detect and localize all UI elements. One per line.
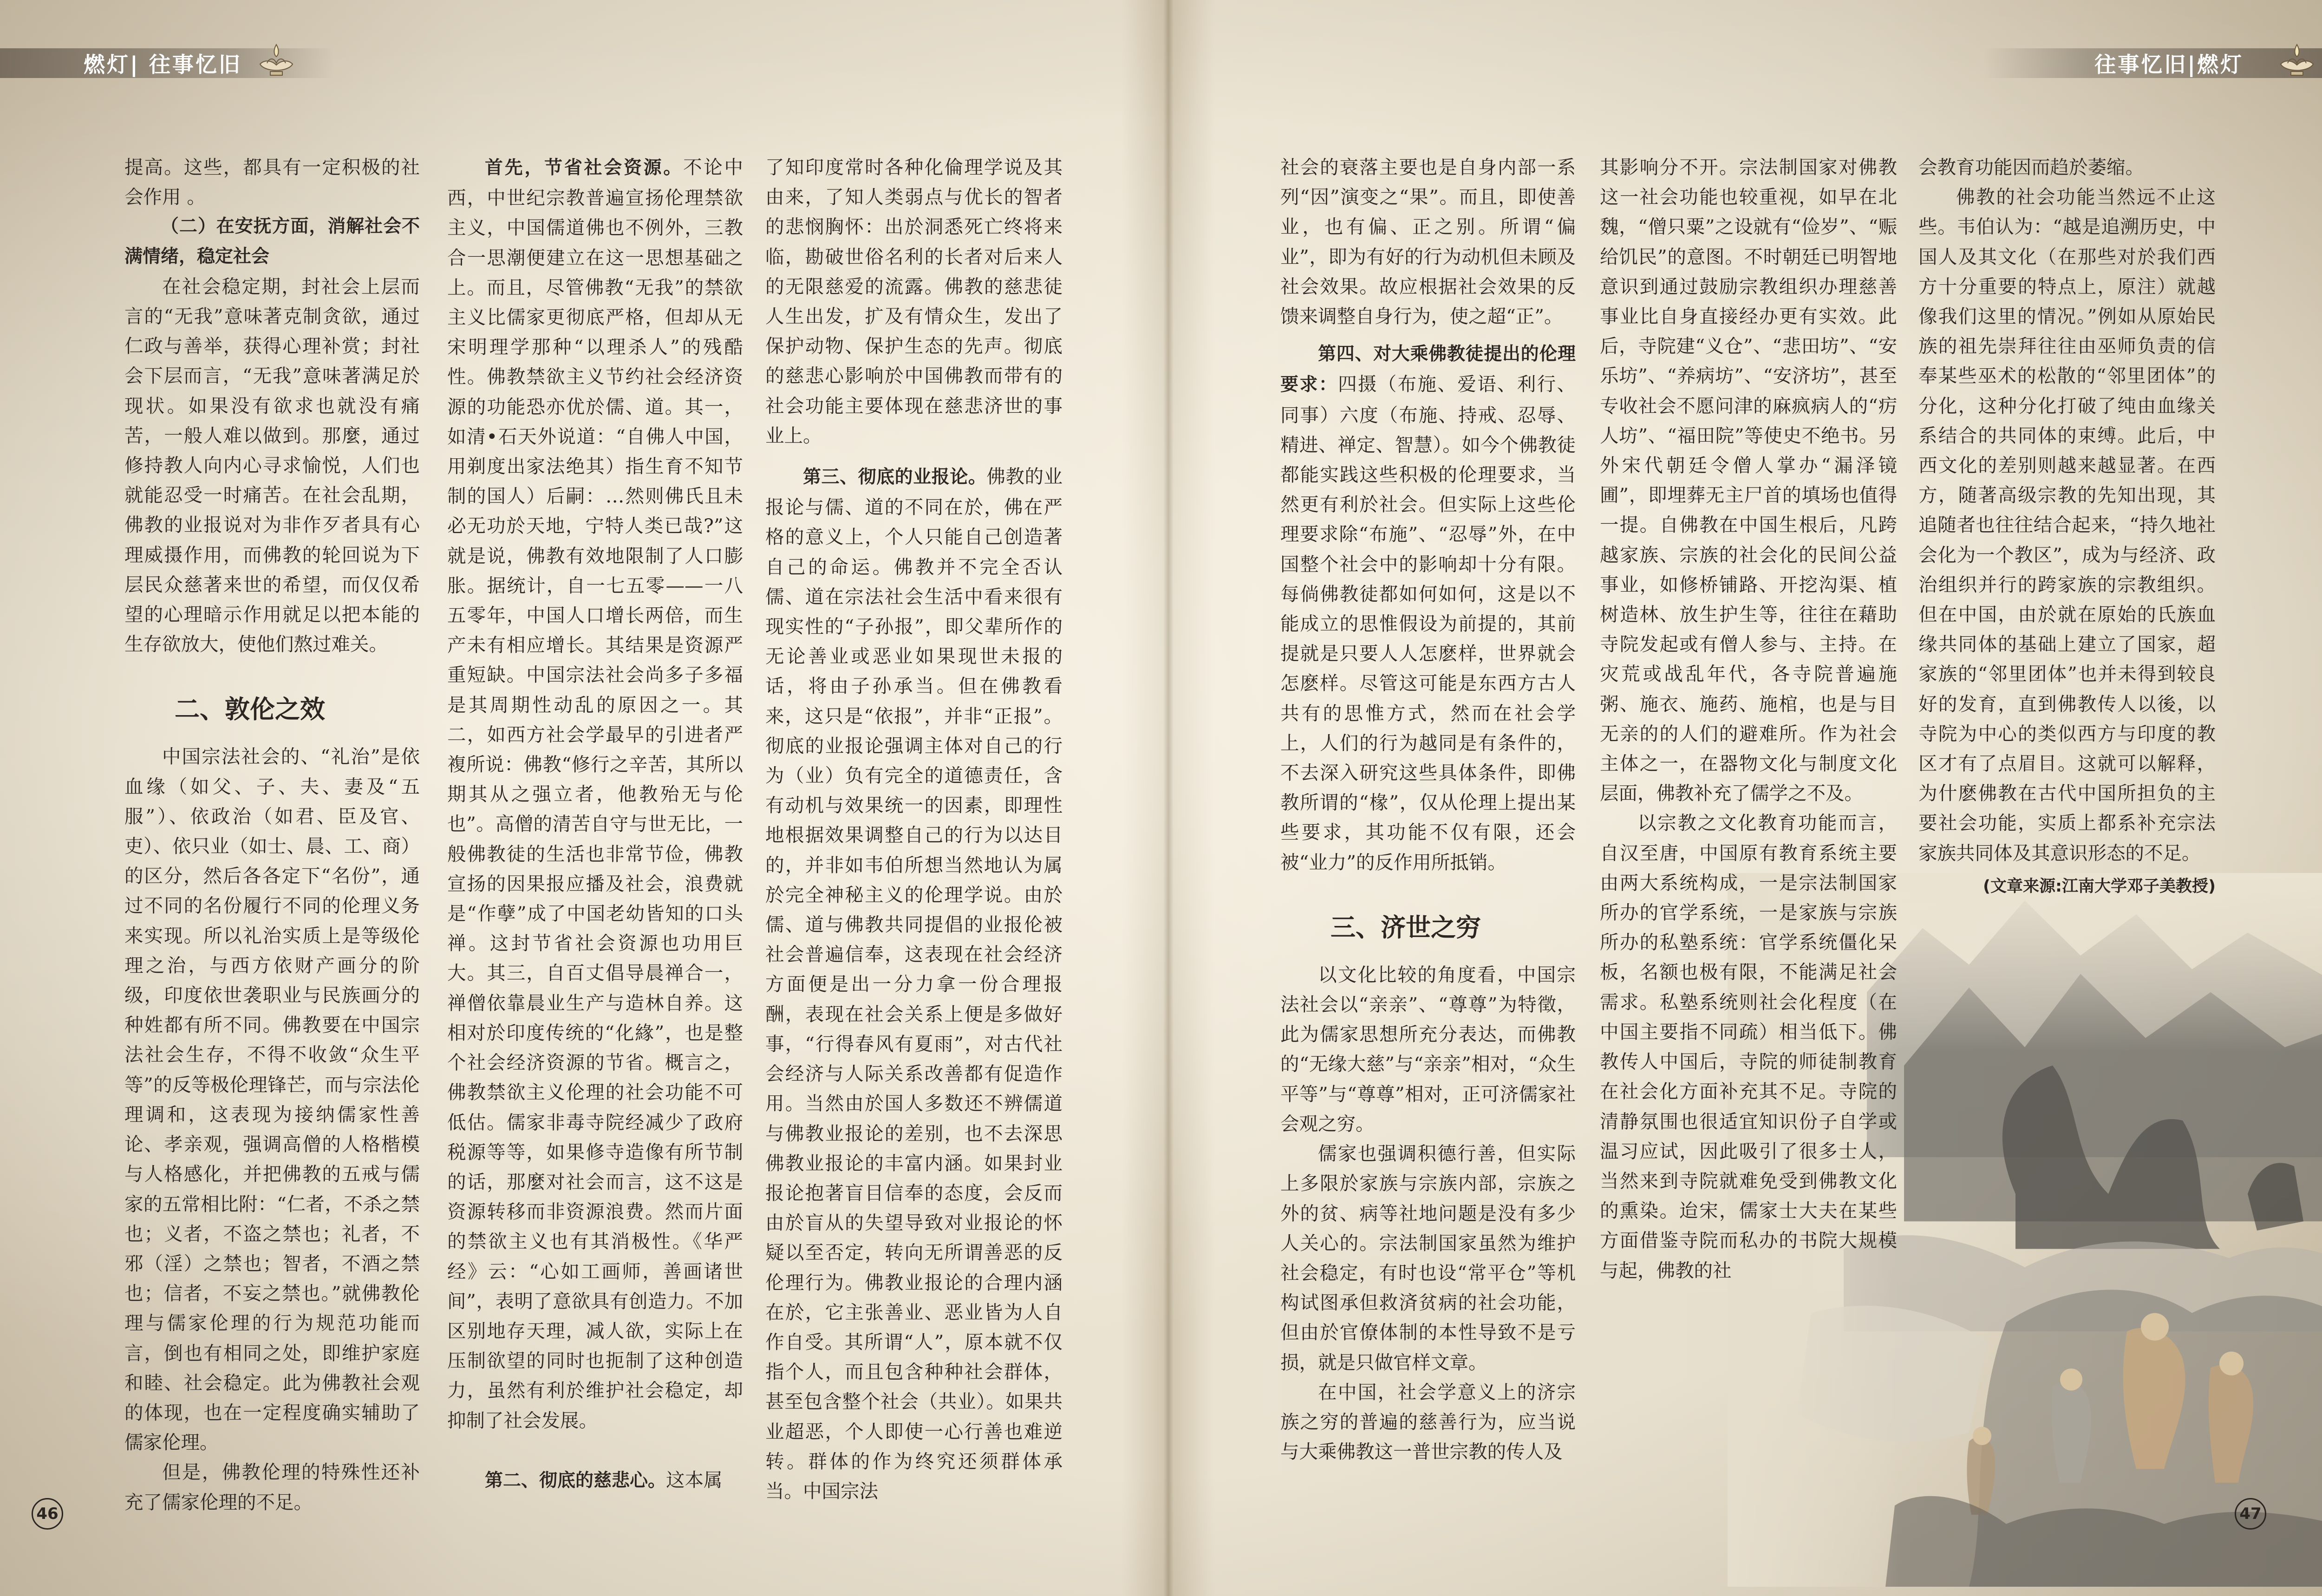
left-column-3 [765, 152, 1063, 1506]
paragraph: 其影响分不开。宗法制国家对佛教这一社会功能也较重视，如早在北魏，“僧只粟”之设就有“俭岁”、“赈给饥民”的意图。不时朝廷已明智地意识到通过鼓励宗教组织办理慈善事业比自身直接经办更有实效。此后，寺院建“义仓”、“悲田坊”、“安乐坊”、“养病坊”、“安济坊”，甚至专收社会不愿问津的麻疯病人的“疠人坊”、“福田院”等使史不绝书。另外宋代朝廷令僧人掌办“漏泽镜圃”，即埋葬无主尸首的填场也值得一提。自佛教在中国生根后，凡跨越家族、宗族的社会化的民间公益事业，如修桥铺路、开挖沟渠、植树造林、放生护生等，往往在藉助寺院发起或有僧人参与、主持。在灾荒或战乱年代，各寺院普遍施粥、施衣、施药、施棺，也是与目无亲的的人们的避难所。作为社会主体之一，在器物文化与制度文化层面，佛教补充了儒学之不及。 [1600, 156, 1897, 805]
page-number: 47 [2235, 1498, 2266, 1530]
paragraph: 社会的衰落主要也是自身内部一系列“因”演变之“果”。而且，即使善业，也有偏、正之别。所谓“偏业”，即为有好的行为动机但未顾及社会效果。故应根据社会效果的反馈来调整自身行为，使之超“正”。 [1280, 156, 1576, 328]
paragraph: 了知印度常时各种化倫理学说及其由来，了知人类弱点与优长的智者的悲悯胸怀：出於洞悉死亡终将来临，勘破世俗名利的长者对后来人的无限慈爱的流露。佛教的慈悲徒人生出发，扩及有情众生，发出了保护动物、保护生态的先声。彻底的慈悲心影响於中国佛教而带有的社会功能主要体现在慈悲济世的事业上。 [765, 156, 1063, 447]
paragraph-text: 佛教的业报论与儒、道的不同在於，佛在严格的意义上，个人只能自己创造著自己的命运。佛教并不完全否认儒、道在宗法社会生活中看来很有现实性的“子孙报”，即父辈所作的无论善业或恶业如果现世未报的话，将由子孙承当。但在佛教看来，这只是“依报”，并非“正报”。彻底的业报论强调主体对自己的行为（业）负有完全的道德责任，含有动机与效果统一的因素，即理性地根据效果调整自己的行为以达目的，并非如韦伯所想当然地认为属於完全神秘主义的伦理学说。由於儒、道与佛教共同提倡的业报伦被社会普遍信奉，这表现在社会经济方面便是出一分力拿一份合理报酬，表现在社会关系上便是多做好事，“行得春风有夏雨”，对古代社会经济与人际关系改善都有促造作用。当然由於国人多数还不辨儒道与佛教业报论的差别，也不去深思佛教业报论的丰富内涵。如果封业报论抱著盲目信奉的态度，会反而由於盲从的失望导致对业报论的怀疑以至否定，转向无所谓善恶的反伦理行为。佛教业报论的合理内涵在於，它主张善业、恶业皆为人自作自受。其所谓“人”，原本就不仅指个人，而且包含种种社会群体，甚至包含整个社会（共业）。如果共业超恶，个人即使一心行善也难逆转。群体的作为终究还须群体承当。中国宗法 [765, 465, 1063, 1502]
left-page-header [0, 48, 334, 78]
paragraph: 在中国，社会学意义上的济宗族之穷的普遍的慈善行为，应当说与大乘佛教这一普世宗教的传人及 [1280, 1381, 1576, 1463]
paragraph: 但是，佛教伦理的特殊性还补充了儒家伦理的不足。 [124, 1461, 420, 1513]
lead-phrase: 首先，节省社会资源。 [485, 157, 684, 178]
right-column-1 [1280, 152, 1576, 1466]
paragraph: 佛教的社会功能当然远不止这些。韦伯认为：“越是追溯历史，中国人及其文化（在那些对於我们西方十分重要的特点上，原注）就越像我们这里的情况。”例如从原始民族的祖先崇拜往往由巫师负责的信奉某些巫术的松散的“邻里团体”的分化，这种分化打破了纯由血缘关系结合的共同体的束缚。此后，中西文化的差别则越来越显著。在西方，随著高级宗教的先知出现，其追随者也往往结合起来，“持久地社会化为一个教区”，成为与经济、政治组织并行的跨家族的宗教组织。但在中国，由於就在原始的氏族血缘共同体的基础上建立了国家，超家族的“邻里团体”也并未得到较良好的发育，直到佛教传人以後，以寺院为中心的类似西方与印度的教区才有了点眉目。这就可以解释，为什麽佛教在古代中国所担负的主要社会功能，实质上都系补充宗法家族共同体及其意识形态的不足。 [1918, 186, 2216, 864]
paragraph [1280, 339, 1576, 877]
paragraph: 提高。这些，都具有一定积极的社会作用 。 [124, 156, 420, 208]
lotus-lamp-icon [2271, 36, 2322, 83]
lead-phrase: 第二、彻底的慈悲心。 [485, 1470, 666, 1491]
section-title: 燃灯| 往事忆旧 [84, 52, 242, 77]
paragraph: 以文化比较的角度看，中国宗法社会以“亲亲”、“尊尊”为特徵，此为儒家思想所充分表达，而佛教的“无缘大慈”与“亲亲”相对，“众生平等”与“尊尊”相对，正可济儒家社会观之穷。 [1280, 963, 1576, 1135]
paragraph [447, 1465, 743, 1496]
subsection-heading: （二）在安抚方面，消解社会不满情绪，稳定社会 [124, 216, 420, 267]
lead-phrase: 第四、对大乘佛教徒提出的伦理要求： [1280, 344, 1576, 396]
section-heading: 三、济世之穷 [1331, 912, 1481, 942]
paragraph [447, 152, 743, 1435]
paragraph-text: 不论中西，中世纪宗教普遍宣扬伦理禁欲主义，中国儒道佛也不例外，三教合一思潮便建立在这一思想基础之上。而且，尽管佛教“无我”的禁欲主义比儒家更彻底严格，但却从无宋明理学那种“以理杀人”的残酷性。佛教禁欲主义节约社会经济资源的功能恐亦优於儒、道。其一，如清•石天外说道：“自佛人中国，用剃度出家法绝其）指生育不知节制的国人）后嗣：…然则佛氏且未必无功於天地，宁特人类已哉?”这就是说，佛教有效地限制了人口膨胀。据统计，自一七五零——一八五零年，中国人口增长两倍，而生产未有相应增长。其结果是资源严重短缺。中国宗法社会尚多子多福是其周期性动乱的原因之一。其二，如西方社会学最早的引进者严複所说：佛教“修行之辛苦，其所以期其从之强立者，他教殆无与伦也”。高僧的清苦自守与世无比，一般佛教徒的生活也非常节俭，佛教宣扬的因果报应播及社会，浪费就是“作孽”成了中国老幼皆知的口头禅。这封节省社会资源也功用巨大。其三，自百丈倡导晨禅合一，禅僧依靠晨业生产与造林自养。这相对於印度传统的“化緣”，也是整个社会经济资源的节省。概言之，佛教禁欲主义伦理的社会功能不可低估。儒家非毒寺院经减少了政府税源等等，如果修寺造像有所节制的话，那麼对社会而言，这不这是资源转移而非资源浪费。然而片面的禁欲主义也有其消极性。《华严经》云：“心如工画师，善画诸世间”，表明了意欲具有创造力。不加区别地存天理，减人欲，实际上在压制欲望的同时也扼制了这种创造力，虽然有利於维护社会稳定，却抑制了社会发展。 [447, 156, 743, 1432]
page-number: 46 [32, 1498, 63, 1530]
paragraph: 中国宗法社会的、“礼治”是依血缘（如父、子、夫、妻及“五服”）、依政治（如君、臣及官、吏）、依只业（如士、晨、工、商）的区分，然后各各定下“名份”，通过不同的名份履行不同的伦理义务来实现。所以礼治实质上是等级伦理之治，与西方依财产画分的阶级，印度依世袭职业与民族画分的种姓都有所不同。佛教要在中国宗法社会生存，不得不收敛“众生平等”的反等极伦理锋芒，而与宗法伦理调和，这表现为接纳儒家性善论、孝亲观，强调高僧的人格楷模与人格感化，并把佛教的五戒与儒家的五常相比附：“仁者，不杀之禁也；义者，不盗之禁也；礼者，不邪（淫）之禁也；智者，不酒之禁也；信者，不妄之禁也。”就佛教伦理与儒家伦理的行为规范功能而言，倒也有相同之处，即维护家庭和睦、社会稳定。此为佛教社会观的体现，也在一定程度确实辅助了儒家伦理。 [124, 745, 420, 1454]
paragraph: 以宗教之文化教育功能而言，自汉至唐，中国原有教育系统主要由两大系统构成，一是宗法制国家所办的官学系统，一是家族与宗族所办的私塾系统：官学系统僵化呆板，名额也极有限，不能满足社会需求。私塾系统则社会化程度（在中国主要指不同疏）相当低下。佛教传人中国后，寺院的师徒制教育在社会化方面补充其不足。寺院的清静氛围也很适宜知识份子自学或温习应试，因此吸引了很多士人，当然来到寺院就难免受到佛教文化的熏染。迨宋，儒家士大夫在某些方面借鉴寺院而私办的书院大规模与起，佛教的社 [1600, 812, 1897, 1282]
lotus-lamp-icon [251, 36, 302, 83]
left-column-2 [447, 152, 743, 1496]
right-column-2 [1600, 152, 1897, 1285]
left-column-1 [124, 152, 420, 1517]
section-title: 往事忆旧|燃灯 [2094, 52, 2244, 77]
section-heading: 二、敦伦之效 [175, 695, 325, 724]
paragraph [765, 462, 1063, 1506]
right-page [1168, 0, 2322, 1596]
paragraph: 儒家也强调积德行善，但实际上多限於家族与宗族内部，宗族之外的贫、病等社地问题是没有多少人关心的。宗法制国家虽然为维护社会稳定，有时也设“常平仓”等机构试图承但救済贫病的社会功能，但由於官僚体制的本性导致不是亏损，就是只做官样文章。 [1280, 1142, 1576, 1374]
paragraph: 在社会稳定期，封社会上层而言的“无我”意味著克制贪欲，通过仁政与善举，获得心理补赏；封社会下层而言，“无我”意味著满足於现状。如果没有欲求也就没有痛苦，一般人难以做到。那麼，通过修持教人向内心寻求愉悦，人们也就能忍受一时痛苦。在社会乱期，佛教的业报说对为非作歹者具有心理威摄作用，而佛教的轮回说为下层民众慈著来世的希望，而仅仅希望的心理暗示作用就足以把本能的生存欲放大，使他们熬过难关。 [124, 275, 420, 656]
paragraph-text: 这本属 [666, 1468, 723, 1491]
right-column-3 [1918, 152, 2216, 901]
article-source: (文章来源:江南大学邓子美教授) [1983, 877, 2216, 896]
right-page-header [1983, 48, 2322, 78]
lead-phrase: 第三、彻底的业报论。 [803, 467, 987, 488]
paragraph-text: 四摄（布施、爱语、利行、同事）六度（布施、持戒、忍辱、精进、禅定、智慧）。如今个佛教徒都能实践这些积极的伦理要求，当然更有利於社会。但实际上这些伦理要求除“布施”、“忍辱”外，在中国整个社会中的影响却十分有限。每倘佛教徒都如何如何，这是以不能成立的思惟假设为前提的，其前提就是只要人人怎麽样，世界就会怎麽样。尽管这可能是东西方古人共有的思惟方式，然而在社会学上，人们的行为越同是有条件的，不去深入研究这些具体条件，即佛教所谓的“椽”，仅从伦理上提出某些要求，其功能不仅有限，还会被“业力”的反作用所抵销。 [1280, 373, 1576, 873]
paragraph: 会教育功能因而趋於萎缩。 [1918, 156, 2144, 178]
